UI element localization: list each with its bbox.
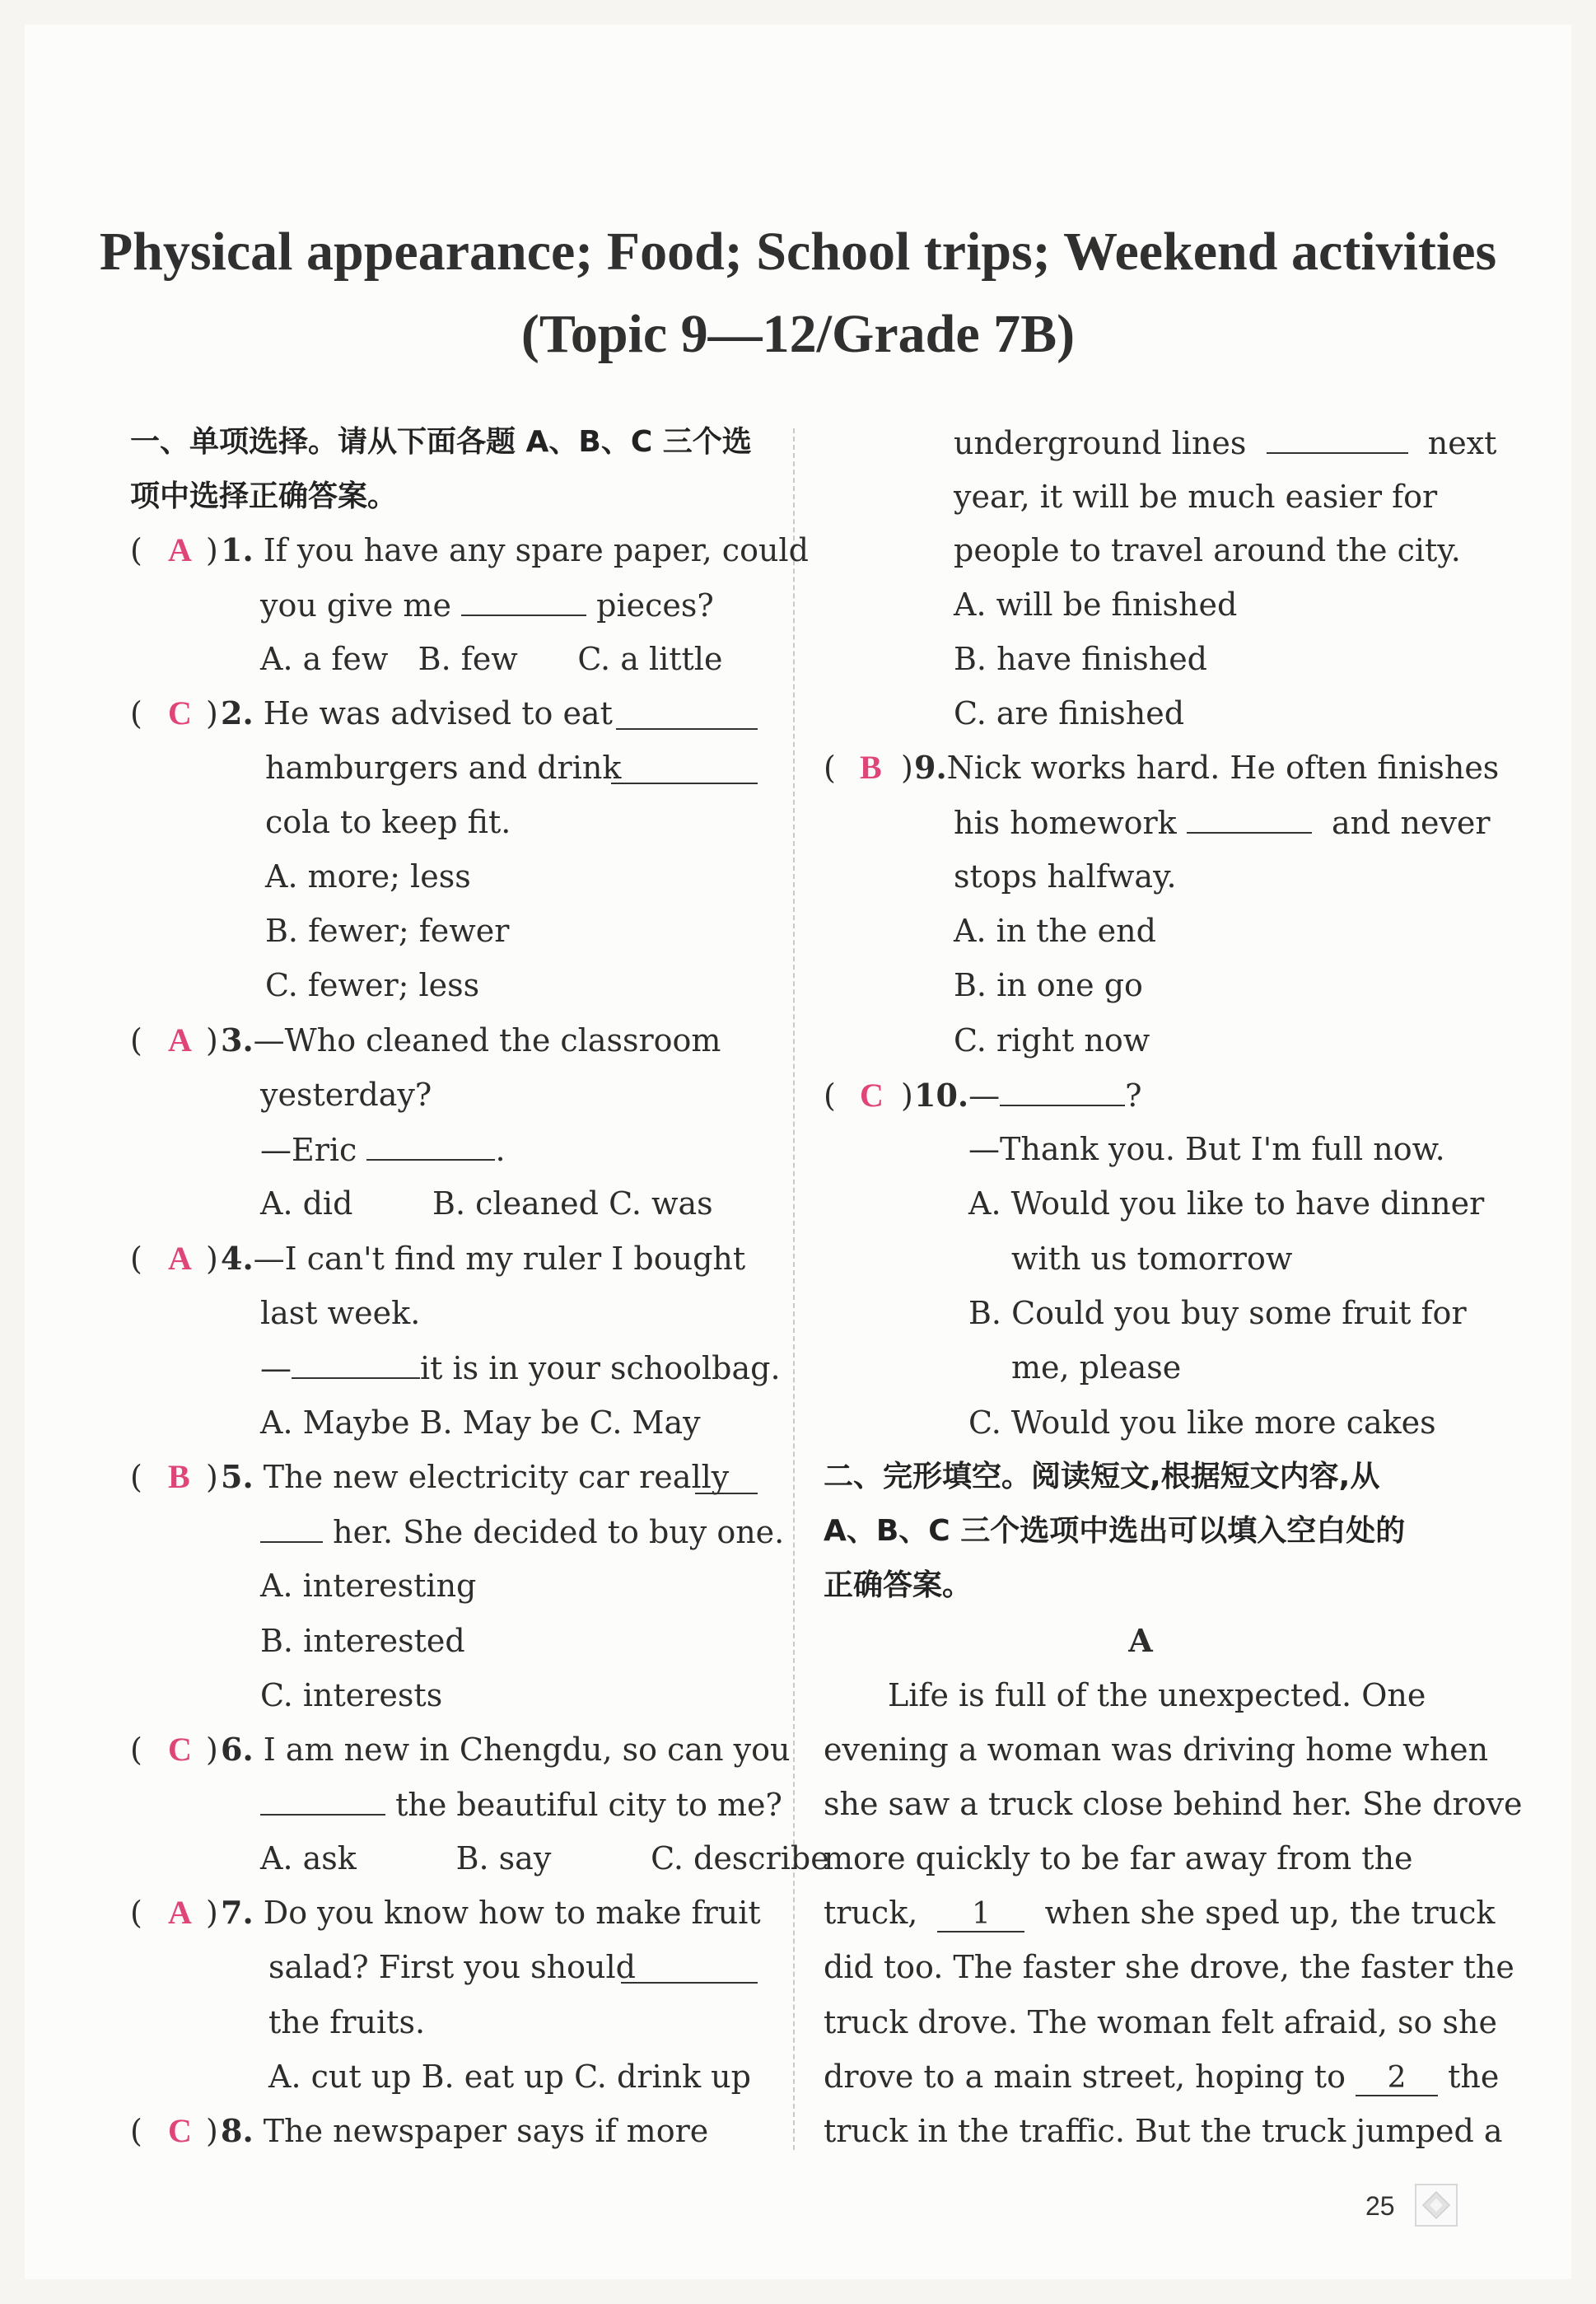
section2-heading-line2: A、B、C 三个选项中选出可以填入空白处的 [824,1514,1406,1548]
answer-bracket: ( C ) [130,2112,218,2149]
answer-blank [621,1954,758,1984]
question-6-line2: the beautiful city to me? [260,1786,782,1823]
answer-bracket: ( B ) [824,749,913,786]
question-2: ( C ) 2. He was advised to eat [130,694,613,731]
answer-1: A [168,531,192,568]
answer-2: C [168,694,192,731]
question-10-line2: —Thank you. But I'm full now. [968,1131,1445,1167]
question-10-option-c: C. Would you like more cakes [968,1404,1436,1441]
question-10-option-b: B. Could you buy some fruit for [968,1295,1467,1331]
answer-5: B [168,1458,190,1495]
answer-8: C [168,2112,192,2149]
question-2-option-b: B. fewer; fewer [265,913,510,949]
answer-bracket: ( C ) [130,1731,218,1768]
answer-blank [260,1513,323,1543]
question-4-line3: — it is in your schoolbag. [260,1350,781,1386]
answer-blank [616,700,758,730]
question-8-option-c: C. are finished [954,695,1185,731]
passage-line-1: Life is full of the unexpected. One [888,1677,1426,1713]
question-5: ( B ) 5. The new electricity car really [130,1458,730,1495]
section2-heading-line1: 二、完形填空。阅读短文,根据短文内容,从 [824,1460,1380,1493]
question-10-option-a: A. Would you like to have dinner [968,1185,1485,1222]
question-8-line3: year, it will be much easier for [954,479,1438,515]
page-number: 25 [1365,2191,1395,2221]
passage-line-8: drove to a main street, hoping to 2 the [824,2059,1500,2095]
question-1-options: A. a few B. few C. a little [260,641,723,677]
answer-blank [1267,424,1408,454]
passage-line-4: more quickly to be far away from the [824,1840,1413,1876]
question-1-line2: you give me pieces? [260,587,714,624]
question-7-line2: salad? First you should [268,1949,636,1985]
question-9-option-b: B. in one go [954,967,1143,1003]
question-4-line2: last week. [260,1295,421,1331]
diamond-icon [1415,2184,1458,2227]
section1-heading-line2: 项中选择正确答案。 [130,479,398,513]
section1-heading-line1: 一、单项选择。请从下面各题 A、B、C 三个选 [130,425,752,459]
question-10-option-b-cont: me, please [1011,1349,1182,1386]
answer-9: B [860,749,882,786]
column-divider [793,428,795,2150]
cloze-blank-2: 2 [1356,2062,1438,2096]
answer-bracket: ( A ) [130,1021,218,1059]
passage-line-2: evening a woman was driving home when [824,1732,1489,1768]
question-6-options: A. ask B. say C. describe [260,1840,829,1876]
question-9-line3: stops halfway. [954,858,1177,895]
question-3-line2: yesterday? [260,1077,432,1113]
question-1: ( A ) 1. If you have any spare paper, could [130,531,809,568]
answer-7: A [168,1894,192,1931]
question-8-line2: underground lines next [954,425,1497,461]
question-8-line4: people to travel around the city. [954,532,1461,568]
question-2-line2: hamburgers and drink [265,750,622,786]
passage-line-9: truck in the traffic. But the truck jumped a [824,2113,1503,2149]
question-3: ( A ) 3.—Who cleaned the classroom [130,1021,721,1059]
question-2-line3: cola to keep fit. [265,804,511,840]
question-6: ( C ) 6. I am new in Chengdu, so can you [130,1731,791,1768]
cloze-blank-1: 1 [937,1898,1024,1932]
answer-blank [1187,804,1312,834]
question-9-option-a: A. in the end [954,913,1156,949]
passage-label: A [1128,1622,1153,1659]
question-9-option-c: C. right now [954,1022,1150,1059]
answer-blank [461,587,586,616]
answer-bracket: ( C ) [130,694,218,731]
answer-10: C [860,1077,884,1114]
question-3-options: A. did B. cleaned C. was [260,1185,713,1222]
answer-3: A [168,1021,192,1059]
question-7-line3: the fruits. [268,2004,426,2040]
passage-line-7: truck drove. The woman felt afraid, so she [824,2004,1497,2040]
answer-4: A [168,1240,192,1277]
question-8-option-b: B. have finished [954,641,1208,677]
question-3-line3: —Eric . [260,1132,506,1168]
question-5-option-b: B. interested [260,1623,465,1659]
question-5-line2: her. She decided to buy one. [260,1513,784,1550]
passage-line-3: she saw a truck close behind her. She drove [824,1786,1523,1822]
page-title-line2: (Topic 9—12/Grade 7B) [520,304,1076,364]
question-4-options: A. Maybe B. May be C. May [260,1404,701,1441]
answer-blank [695,1465,758,1494]
question-5-option-c: C. interests [260,1677,443,1713]
question-5-option-a: A. interesting [260,1568,477,1604]
answer-bracket: ( B ) [130,1458,218,1495]
question-4: ( A ) 4.—I can't find my ruler I bought [130,1240,746,1277]
answer-blank [611,755,758,784]
answer-blank [292,1349,420,1379]
question-7: ( A ) 7. Do you know how to make fruit [130,1894,761,1931]
answer-bracket: ( A ) [130,1894,218,1931]
question-10-option-a-cont: with us tomorrow [1011,1241,1293,1277]
question-9: ( B ) 9.Nick works hard. He often finishes [824,749,1500,786]
answer-bracket: ( A ) [130,531,218,568]
question-7-options: A. cut up B. eat up C. drink up [268,2059,751,2095]
answer-bracket: ( C ) [824,1077,913,1114]
question-8: ( C ) 8. The newspaper says if more [130,2112,709,2149]
question-8-option-a: A. will be finished [954,587,1238,623]
passage-line-6: did too. The faster she drove, the faster the [824,1949,1514,1985]
answer-bracket: ( A ) [130,1240,218,1277]
question-9-line2: his homework and never [954,805,1491,841]
answer-blank [366,1131,495,1161]
question-2-option-c: C. fewer; less [265,967,480,1003]
answer-blank [260,1786,385,1816]
question-10: ( C ) 10.— ? [824,1077,1142,1114]
answer-6: C [168,1731,192,1768]
question-2-option-a: A. more; less [265,858,471,895]
passage-line-5: truck, 1 when she sped up, the truck [824,1895,1496,1931]
answer-blank [1000,1077,1125,1106]
section2-heading-line3: 正确答案。 [824,1568,973,1602]
page-title-line1: Physical appearance; Food; School trips; Weekend activities [99,222,1497,282]
